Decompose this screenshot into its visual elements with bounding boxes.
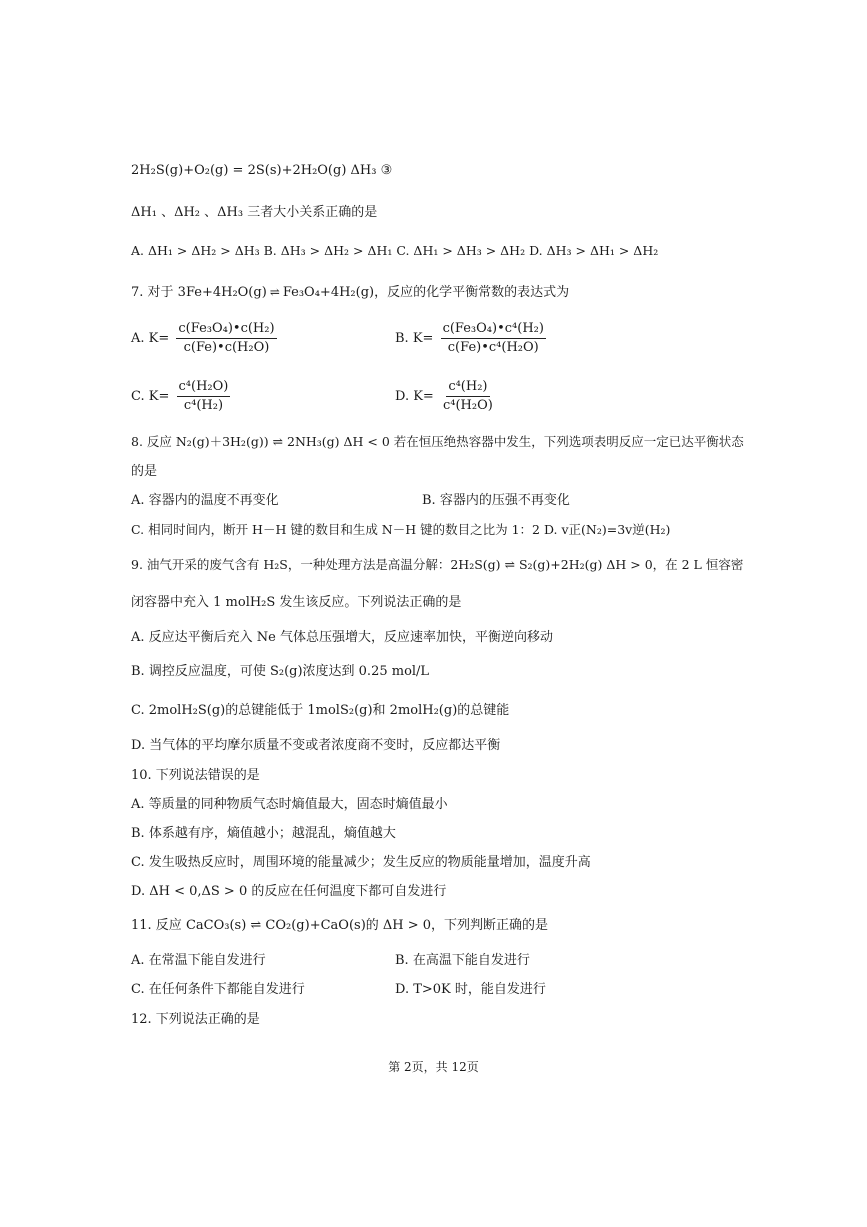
q7-a-numerator: c(Fe₃O₄)•c(H₂) [176, 321, 276, 339]
q7-b-denominator: c(Fe)•c⁴(H₂O) [447, 340, 539, 355]
q7-d-numerator: c⁴(H₂) [446, 379, 489, 397]
q11-option-c: C. 在任何条件下都能自发进行 [131, 982, 305, 997]
q10-stem: 10. 下列说法错误的是 [131, 768, 260, 783]
q7-a-fraction [176, 321, 276, 356]
q6-stem: ΔH₁ 、ΔH₂ 、ΔH₃ 三者大小关系正确的是 [131, 205, 378, 220]
q12-stem: 12. 下列说法正确的是 [131, 1012, 260, 1027]
q10-option-c: C. 发生吸热反应时，周围环境的能量减少；发生反应的物质能量增加，温度升高 [131, 855, 591, 870]
q9-option-c: C. 2molH₂S(g)的总键能低于 1molS₂(g)和 2molH₂(g)的总键能 [131, 703, 510, 718]
q9-option-b: B. 调控反应温度，可使 S₂(g)浓度达到 0.25 mol/L [131, 664, 430, 679]
q7-option-c [131, 379, 233, 414]
q8-option-b: B. 容器内的压强不再变化 [422, 493, 570, 508]
q11-option-b: B. 在高温下能自发进行 [395, 953, 530, 968]
q7-b-label: B. K= [395, 331, 434, 346]
q7-b-numerator: c(Fe₃O₄)•c⁴(H₂) [441, 321, 546, 339]
q9-stem-line1: 9. 油气开采的废气含有 H₂S，一种处理方法是高温分解：2H₂S(g) ⇌ S₂(g)+2H₂(g) ΔH > 0，在 2 L 恒容密 [131, 557, 744, 572]
q7-c-numerator: c⁴(H₂O) [177, 379, 231, 397]
q7-c-fraction [177, 379, 231, 414]
q7-stem-post: Fe₃O₄+4H₂(g)，反应的化学平衡常数的表达式为 [282, 285, 570, 300]
q6-equation-3: 2H₂S(g)+O₂(g) = 2S(s)+2H₂O(g) ΔH₃ ③ [131, 163, 393, 178]
q7-c-label: C. K= [131, 389, 170, 404]
q7-stem-pre: 7. 对于 3Fe+4H₂O(g) [131, 285, 267, 300]
q10-option-d: D. ΔH < 0,ΔS > 0 的反应在任何温度下都可自发进行 [131, 884, 447, 899]
q10-option-b: B. 体系越有序，熵值越小；越混乱，熵值越大 [131, 826, 396, 841]
q8-stem-line1: 8. 反应 N₂(g)＋3H₂(g)) ⇌ 2NH₃(g) ΔH < 0 若在恒压绝热容器中发生，下列选项表明反应一定已达平衡状态 [131, 434, 744, 449]
q6-options: A. ΔH₁ > ΔH₂ > ΔH₃ B. ΔH₃ > ΔH₂ > ΔH₁ C. ΔH₁ > ΔH₃ > ΔH₂ D. ΔH₃ > ΔH₁ > ΔH₂ [131, 243, 659, 258]
q9-option-d: D. 当气体的平均摩尔质量不变或者浓度商不变时，反应都达平衡 [131, 738, 501, 753]
page-footer: 第 2页，共 12页 [388, 1060, 479, 1074]
q8-option-cd: C. 相同时间内，断开 H－H 键的数目和生成 N－H 键的数目之比为 1：2 D. v正(N₂)=3v逆(H₂) [131, 522, 671, 537]
q7-d-fraction [441, 379, 495, 414]
q10-option-a: A. 等质量的同种物质气态时熵值最大，固态时熵值最小 [131, 797, 448, 812]
q9-stem-line2: 闭容器中充入 1 molH₂S 发生该反应。下列说法正确的是 [131, 595, 462, 610]
q7-stem [131, 283, 569, 302]
q7-option-a [131, 321, 280, 356]
q7-d-label: D. K= [395, 389, 434, 404]
q7-option-b [395, 321, 549, 356]
q7-b-fraction [441, 321, 546, 356]
q7-option-d [395, 379, 498, 414]
q9-option-a: A. 反应达平衡后充入 Ne 气体总压强增大，反应速率加快，平衡逆向移动 [131, 630, 553, 645]
q11-stem: 11. 反应 CaCO₃(s) ⇌ CO₂(g)+CaO(s)的 ΔH > 0，下列判断正确的是 [131, 918, 549, 933]
q11-option-a: A. 在常温下能自发进行 [131, 953, 266, 968]
q7-c-denominator: c⁴(H₂) [183, 398, 224, 413]
q11-option-d: D. T>0K 时，能自发进行 [395, 982, 546, 997]
q7-a-denominator: c(Fe)•c(H₂O) [183, 340, 270, 355]
equilibrium-arrow-icon: ⇌ [269, 285, 280, 299]
q7-a-label: A. K= [131, 331, 170, 346]
q8-stem-line2: 的是 [131, 464, 158, 479]
q7-d-denominator: c⁴(H₂O) [442, 398, 493, 413]
q8-option-a: A. 容器内的温度不再变化 [131, 493, 279, 508]
